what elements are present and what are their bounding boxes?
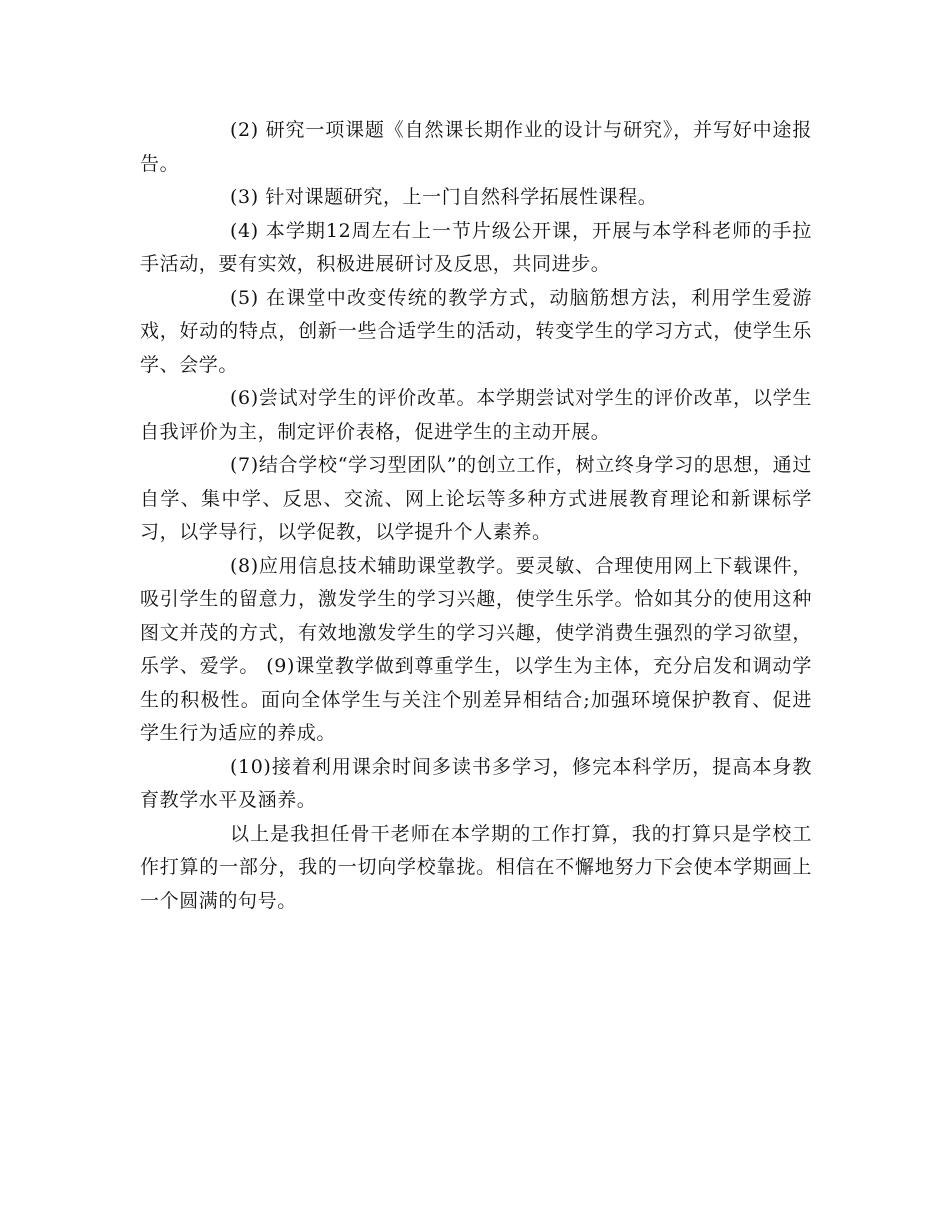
paragraph-item-3: (3) 针对课题研究，上一门自然科学拓展性课程。 <box>230 186 658 208</box>
paragraph-item-10: (10)接着利用课余时间多读书多学习，修完本科学历，提高本身教育教学水平及涵养。 <box>140 755 812 811</box>
paragraph-item-8-9: (8)应用信息技术辅助课堂教学。要灵敏、合理使用网上下载课件，吸引学生的留意力，激发学生的学习兴趣，使学生乐学。恰如其分的使用这种图文并茂的方式，有效地激发学生的学习兴趣，使学消费生强烈的学习欲望，乐学、爱学。 (9)课堂教学做到尊重学生，以学生为主体，充分启发和调动学生的积极性。面向全体学生与关注个别差异相结合;加强环境保护教育、促进学生行为适应的养成。 <box>140 554 812 744</box>
paragraph-conclusion: 以上是我担任骨干老师在本学期的工作打算，我的打算只是学校工作打算的一部分，我的一切向学校靠拢。相信在不懈地努力下会使本学期画上一个圆满的句号。 <box>140 822 812 912</box>
paragraph-item-6: (6)尝试对学生的评价改革。本学期尝试对学生的评价改革，以学生自我评价为主，制定评价表格，促进学生的主动开展。 <box>140 387 812 443</box>
paragraph-item-7: (7)结合学校“学习型团队”的创立工作，树立终身学习的思想，通过自学、集中学、反思、交流、网上论坛等多种方式进展教育理论和新课标学习，以学导行，以学促教，以学提升个人素养。 <box>140 454 812 543</box>
paragraph-item-4: (4) 本学期12周左右上一节片级公开课，开展与本学科老师的手拉手活动，要有实效，积极进展研讨及反思，共同进步。 <box>140 219 812 275</box>
paragraph-item-5: (5) 在课堂中改变传统的教学方式，动脑筋想方法，利用学生爱游戏，好动的特点，创新一些合适学生的活动，转变学生的学习方式，使学生乐学、会学。 <box>140 286 812 376</box>
document-body <box>140 114 812 918</box>
paragraph-item-2: (2) 研究一项课题《自然课长期作业的设计与研究》，并写好中途报告。 <box>140 119 812 175</box>
